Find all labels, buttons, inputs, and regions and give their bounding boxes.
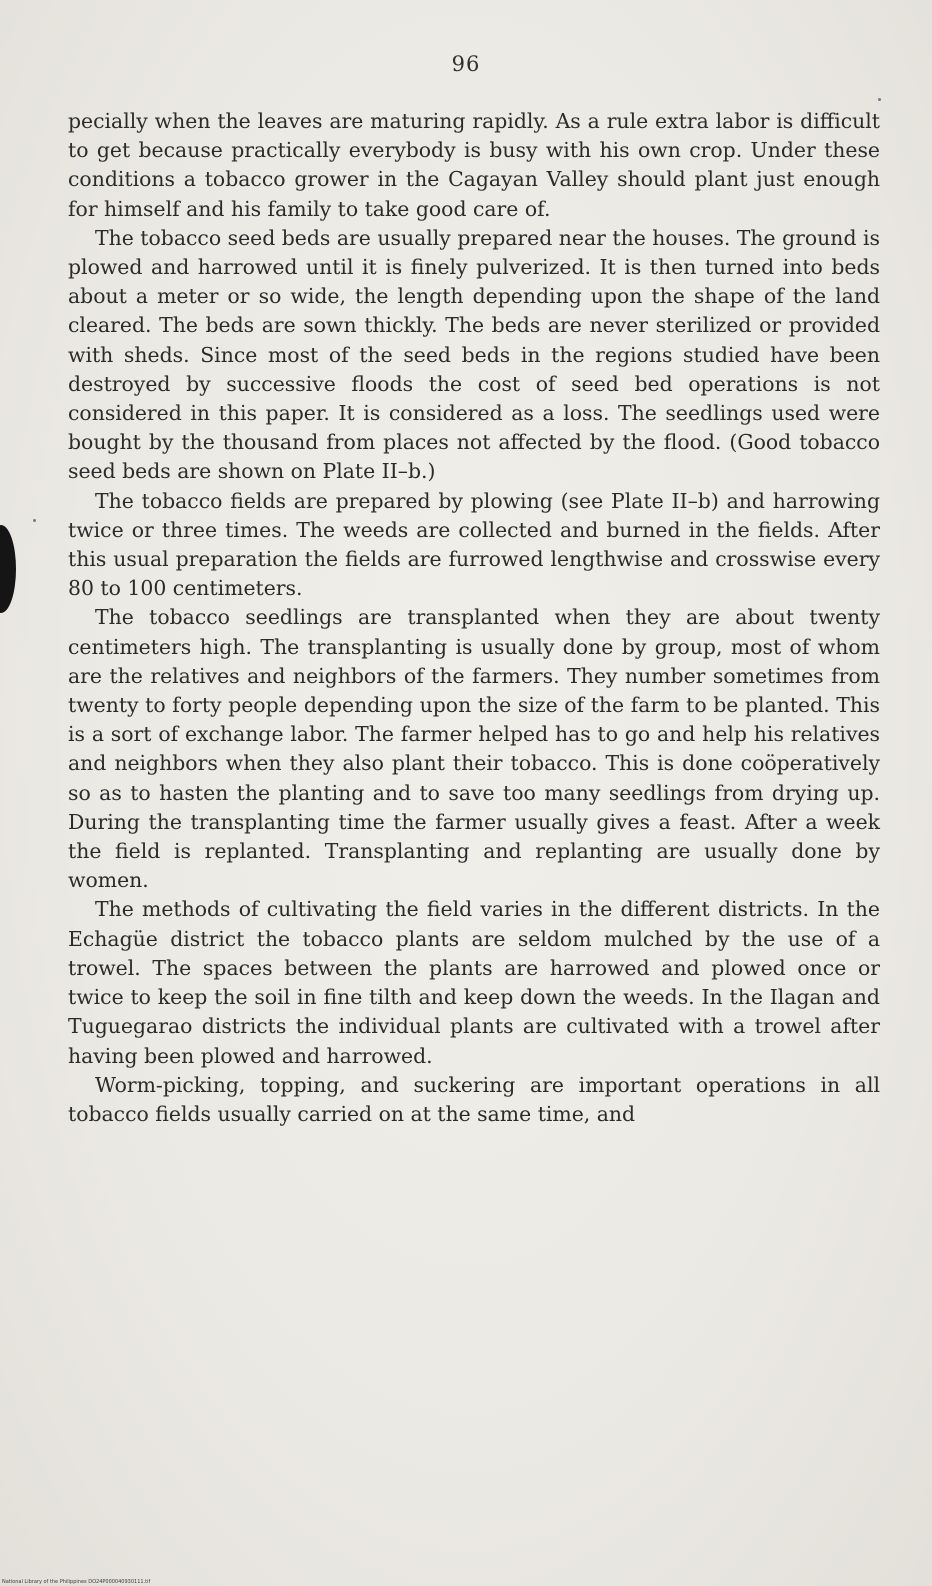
paragraph-transplanting: The tobacco seedlings are transplanted when they are about twenty centimeters high. The transplanting is usually done by group, most of whom are the relatives and neighbors of the farmers. They number sometimes from twenty to forty people depending upon the size of the farm to be planted. This is a sort of exchange labor. The farmer helped has to go and help his relatives and neighbors when they also plant their tobacco. This is done coöperatively so as to hasten the planting and to save too many seedlings from drying up. During the transplanting time the farmer usually gives a feast. After a week the field is replanted. Transplanting and replanting are usually done by women. — [68, 605, 880, 893]
scan-speck — [878, 98, 881, 101]
scan-speck — [33, 519, 36, 522]
scan-credit: National Library of the Philippines DO24P000040930111.tif — [2, 1579, 151, 1585]
paragraph-continuation: pecially when the leaves are maturing rapidly. As a rule extra labor is difficult to get because practically everybody is busy with his own crop. Under these conditions a tobacco grower in the Cagayan Valley should plant just enough for himself and his family to take good care of. — [68, 109, 880, 221]
paragraph-worm-picking: Worm-picking, topping, and suckering are important operations in all tobacco fields usually carried on at the same time, and — [68, 1072, 880, 1126]
paragraph-seed-beds: The tobacco seed beds are usually prepared near the houses. The ground is plowed and harrowed until it is finely pulverized. It is then turned into beds about a meter or so wide, the length depending upon the shape of the land cleared. The beds are sown thickly. The beds are never sterilized or provided with sheds. Since most of the seed beds in the regions studied have been destroyed by successive floods the cost of seed bed operations is not considered in this paper. It is considered as a loss. The seedlings used were bought by the thousand from places not affected by the flood. (Good tobacco seed beds are shown on Plate II–b.) — [68, 225, 880, 484]
paragraph-cultivation: The methods of cultivating the field varies in the different districts. In the Echagüe district the tobacco plants are seldom mulched by the use of a trowel. The spaces between the plants are harrowed and plowed once or twice to keep the soil in fine tilth and keep down the weeds. In the Ilagan and Tuguegarao districts the individual plants are cultivated with a trowel after having been plowed and harrowed. — [68, 897, 880, 1068]
page-number: 96 — [451, 52, 481, 76]
paragraph-field-preparation: The tobacco fields are prepared by plowing (see Plate II–b) and harrowing twice or three times. The weeds are collected and burned in the fields. After this usual preparation the fields are furrowed lengthwise and crosswise every 80 to 100 centimeters. — [68, 488, 880, 601]
binding-shadow — [0, 525, 16, 613]
body-text — [68, 107, 880, 1129]
